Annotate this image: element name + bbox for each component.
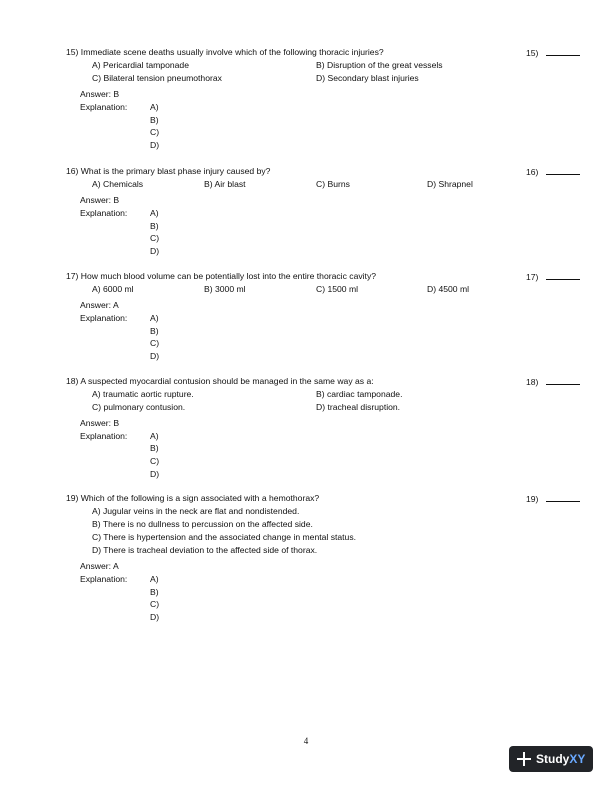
question-19-option-c: C) There is hypertension and the associated change in mental status. [92, 532, 357, 542]
question-18-option-c: C) pulmonary contusion. [92, 402, 186, 412]
question-19-explanation-a: A) [150, 574, 159, 584]
question-15-explanation-c: C) [150, 127, 160, 137]
question-18-explanation-a: A) [150, 431, 159, 441]
question-19-option-d: D) There is tracheal deviation to the affected side of thorax. [92, 545, 318, 555]
question-17-number: 17) [526, 272, 539, 282]
question-19-answer: Answer: A [80, 561, 119, 571]
studyxy-badge[interactable] [509, 746, 593, 772]
answer-line [546, 47, 580, 56]
plus-icon [517, 752, 531, 766]
question-18-option-a: A) traumatic aortic rupture. [92, 389, 194, 399]
question-19-stem: 19) Which of the following is a sign associated with a hemothorax? [66, 493, 320, 503]
question-15-number: 15) [526, 48, 539, 58]
question-17-answer-blank [526, 271, 580, 282]
question-15-stem: 15) Immediate scene deaths usually involve which of the following thoracic injuries? [66, 47, 384, 57]
question-16-explanation-c: C) [150, 233, 160, 243]
question-17-stem: 17) How much blood volume can be potentially lost into the entire thoracic cavity? [66, 271, 377, 281]
question-19-explanation-c: C) [150, 599, 160, 609]
question-17-option-b: B) 3000 ml [204, 284, 246, 294]
question-19-answer-blank [526, 493, 580, 504]
question-16-answer: Answer: B [80, 195, 120, 205]
question-17-option-d: D) 4500 ml [427, 284, 470, 294]
question-16-option-c: C) Burns [316, 179, 350, 189]
question-16-explanation-d: D) [150, 246, 160, 256]
question-19-explanation-label: Explanation: [80, 574, 128, 584]
question-19-option-b: B) There is no dullness to percussion on the affected side. [92, 519, 313, 529]
question-15-explanation-a: A) [150, 102, 159, 112]
question-15-answer: Answer: B [80, 89, 120, 99]
question-18-option-b: B) cardiac tamponade. [316, 389, 403, 399]
question-18-answer: Answer: B [80, 418, 120, 428]
question-17-option-a: A) 6000 ml [92, 284, 134, 294]
question-15-option-b: B) Disruption of the great vessels [316, 60, 443, 70]
question-17-explanation-c: C) [150, 338, 160, 348]
question-19-explanation-d: D) [150, 612, 160, 622]
question-15-answer-blank [526, 47, 580, 58]
question-15-explanation-d: D) [150, 140, 160, 150]
question-18-answer-blank [526, 376, 580, 387]
answer-line [546, 493, 580, 502]
answer-line [546, 166, 580, 175]
question-16-explanation-label: Explanation: [80, 208, 128, 218]
question-16-number: 16) [526, 167, 539, 177]
question-16-explanation-a: A) [150, 208, 159, 218]
question-15-explanation-b: B) [150, 115, 159, 125]
question-16-answer-blank [526, 166, 580, 177]
question-15-option-a: A) Pericardial tamponade [92, 60, 189, 70]
question-16-option-b: B) Air blast [204, 179, 246, 189]
answer-line [546, 271, 580, 280]
question-17-explanation-label: Explanation: [80, 313, 128, 323]
question-18-explanation-c: C) [150, 456, 160, 466]
question-17-explanation-d: D) [150, 351, 160, 361]
question-18-option-d: D) tracheal disruption. [316, 402, 401, 412]
question-16-option-d: D) Shrapnel [427, 179, 473, 189]
question-18-explanation-b: B) [150, 443, 159, 453]
question-19-number: 19) [526, 494, 539, 504]
question-17-explanation-a: A) [150, 313, 159, 323]
answer-line [546, 376, 580, 385]
question-17-explanation-b: B) [150, 326, 159, 336]
question-16-option-a: A) Chemicals [92, 179, 144, 189]
brand-accent: XY [569, 752, 586, 766]
question-18-stem: 18) A suspected myocardial contusion should be managed in the same way as a: [66, 376, 374, 386]
question-19-explanation-b: B) [150, 587, 159, 597]
question-16-explanation-b: B) [150, 221, 159, 231]
question-19-option-a: A) Jugular veins in the neck are flat and nondistended. [92, 506, 300, 516]
question-15-option-c: C) Bilateral tension pneumothorax [92, 73, 222, 83]
brand-main: Study [536, 752, 570, 766]
question-18-number: 18) [526, 377, 539, 387]
question-17-option-c: C) 1500 ml [316, 284, 359, 294]
question-15-explanation-label: Explanation: [80, 102, 128, 112]
brand-logo-text [536, 752, 585, 766]
question-16-stem: 16) What is the primary blast phase injury caused by? [66, 166, 271, 176]
question-17-answer: Answer: A [80, 300, 119, 310]
question-18-explanation-d: D) [150, 469, 160, 479]
question-15-option-d: D) Secondary blast injuries [316, 73, 419, 83]
question-18-explanation-label: Explanation: [80, 431, 128, 441]
page-number: 4 [303, 736, 309, 746]
